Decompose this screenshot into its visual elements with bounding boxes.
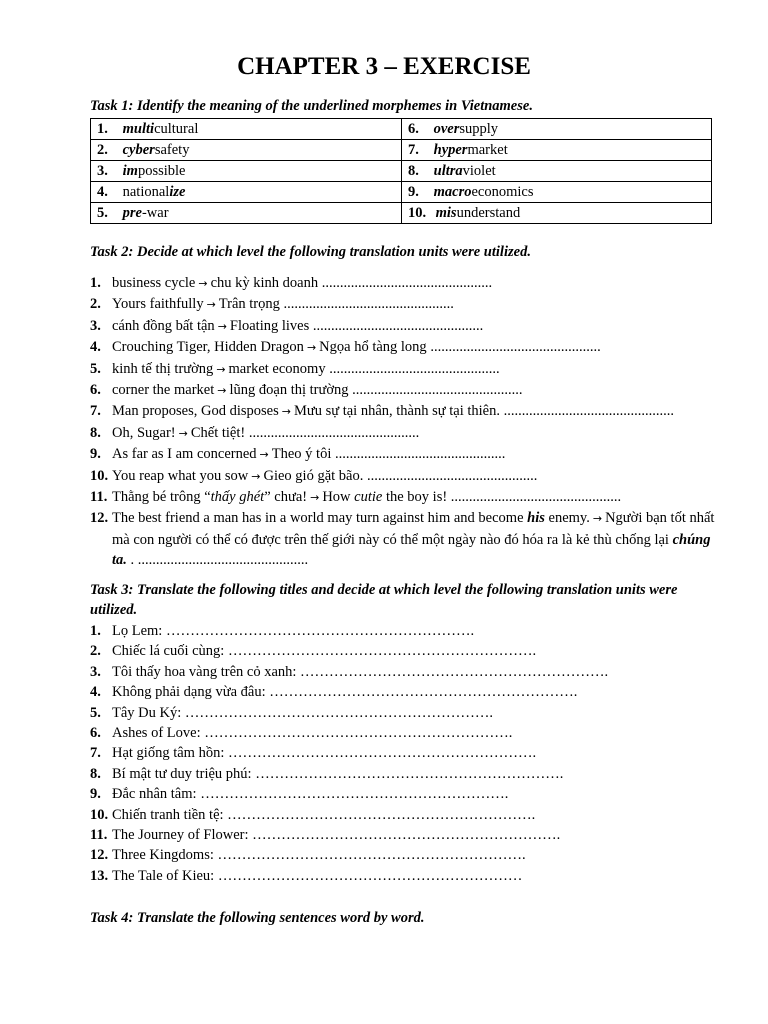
item-number: 8. — [90, 765, 101, 782]
item-number: 7. — [90, 745, 101, 762]
target-text: Gieo gió gặt bão. — [263, 467, 364, 484]
answer-dots: ………………………………………………………. — [217, 847, 526, 864]
list-item — [90, 337, 720, 358]
arrow-icon: → — [251, 469, 261, 483]
list-item — [90, 764, 720, 784]
target-text: lũng đoạn thị trường — [229, 382, 349, 399]
answer-dots: ………………………………………………………. — [228, 745, 537, 762]
item-number: 4. — [90, 684, 101, 701]
item-number: 12. — [90, 510, 109, 527]
item-number: 5. — [97, 204, 108, 221]
item-number: 2. — [90, 643, 101, 660]
target-text: Theo ý tôi — [271, 446, 332, 463]
morpheme-root: violet — [462, 162, 496, 179]
target-text: the boy is! — [385, 489, 448, 506]
morpheme-root: national — [122, 183, 170, 200]
task3-list — [90, 621, 720, 886]
title-text: Lọ Lem: — [112, 623, 163, 639]
answer-dots: ............................................... — [312, 317, 484, 334]
table-row — [91, 182, 712, 203]
list-item — [90, 359, 720, 380]
list-item — [90, 743, 720, 763]
source-text: Thằng bé trông “ — [112, 489, 211, 506]
item-number: 6. — [90, 725, 101, 742]
arrow-icon: → — [198, 277, 208, 290]
list-item — [90, 621, 720, 641]
source-text: enemy. — [548, 510, 590, 527]
arrow-icon: → — [206, 298, 216, 312]
source-text: corner the market — [112, 382, 215, 399]
item-number: 10. — [90, 806, 109, 823]
task2-list — [90, 273, 720, 571]
source-text: ” chưa! — [264, 489, 308, 506]
answer-dots: ............................................... — [503, 403, 674, 420]
list-item — [90, 401, 720, 422]
morpheme-cell — [91, 182, 402, 203]
item-number: 9. — [90, 446, 101, 463]
target-text: Mưu sự tại nhân, thành sự tại thiên. — [293, 403, 500, 420]
answer-dots: ............................................... — [450, 489, 622, 506]
morpheme-root: economics — [471, 183, 534, 200]
answer-dots: ……………………………………………………… — [217, 867, 523, 884]
item-number: 8. — [90, 424, 101, 441]
item-number: 11. — [90, 827, 108, 844]
answer-dots: ………………………………………………………. — [204, 725, 513, 742]
morpheme-cell — [91, 161, 402, 182]
item-number: 4. — [90, 339, 101, 356]
title-text: Three Kingdoms: — [112, 847, 214, 864]
list-item — [90, 466, 720, 487]
target-text: chu kỳ kinh doanh — [210, 275, 319, 291]
table-row — [91, 161, 712, 182]
list-item — [90, 294, 720, 315]
target-text: market economy — [228, 360, 326, 377]
table-row — [91, 140, 712, 161]
list-item — [90, 703, 720, 723]
morpheme-cell — [91, 140, 402, 161]
title-text: The Journey of Flower: — [112, 827, 249, 844]
item-number: 1. — [90, 275, 101, 291]
answer-dots: ………………………………………………………. — [252, 827, 561, 844]
morpheme-prefix: multi — [122, 120, 155, 137]
item-number: 1. — [90, 623, 101, 639]
morpheme-suffix: ize — [169, 183, 186, 200]
item-number: 7. — [408, 141, 419, 158]
target-text: Floating lives — [229, 317, 310, 334]
list-item — [90, 866, 720, 886]
item-number: 3. — [90, 317, 101, 334]
answer-dots: ………………………………………………………. — [255, 765, 564, 782]
answer-dots: ............................................... — [283, 296, 454, 313]
item-number: 12. — [90, 847, 109, 864]
morpheme-prefix: over — [433, 120, 460, 137]
morpheme-cell — [402, 119, 712, 140]
task1-heading: Task 1: Identify the meaning of the underlined morphemes in Vietnamese. — [90, 98, 533, 114]
table-row — [91, 203, 712, 224]
list-item — [90, 273, 720, 294]
item-number: 10. — [408, 204, 427, 221]
title-text: Ashes of Love: — [112, 725, 201, 742]
target-text: Trân trọng — [218, 296, 280, 313]
source-text-bold-italic: his — [527, 510, 545, 527]
item-number: 7. — [90, 403, 101, 420]
answer-dots: ............................................... — [334, 446, 506, 463]
answer-dots: ………………………………………………………. — [227, 806, 536, 823]
list-item — [90, 508, 720, 570]
morpheme-cell — [91, 203, 402, 224]
list-item — [90, 682, 720, 702]
source-text: business cycle — [112, 275, 196, 291]
list-item — [90, 662, 720, 682]
list-item — [90, 805, 720, 825]
source-text: cánh đồng bất tận — [112, 317, 215, 334]
target-text: Người bạn tốt nhất mà con người có thể có được trên thế giới này có thể một ngày nào đó hóa ra là kẻ thù chống lại — [112, 510, 715, 548]
item-number: 5. — [90, 360, 101, 377]
arrow-icon: → — [217, 384, 227, 398]
answer-dots: . ............................................... — [130, 552, 309, 569]
morpheme-root: -war — [141, 204, 169, 221]
morpheme-root: possible — [137, 162, 186, 179]
morpheme-table — [90, 118, 712, 224]
title-text: Hạt giống tâm hồn: — [112, 745, 225, 762]
list-item — [90, 487, 720, 508]
target-text: How — [322, 489, 351, 506]
answer-dots: ............................................... — [367, 467, 538, 484]
answer-dots: ………………………………………………………. — [227, 643, 537, 660]
title-text: Tôi thấy hoa vàng trên cỏ xanh: — [112, 663, 297, 680]
target-text: Ngọa hổ tàng long — [319, 339, 427, 356]
answer-dots: ............................................... — [321, 275, 493, 291]
list-item — [90, 784, 720, 804]
morpheme-prefix: hyper — [433, 141, 468, 158]
table-row — [91, 119, 712, 140]
source-text: Yours faithfully — [112, 296, 204, 313]
morpheme-prefix: cyber — [122, 141, 155, 158]
source-text: The best friend a man has in a world may turn against him and become — [112, 510, 524, 527]
target-text-italic: cutie — [354, 489, 383, 506]
source-text: Man proposes, God disposes — [112, 403, 279, 420]
item-number: 4. — [97, 183, 108, 200]
title-text: Bí mật tư duy triệu phú: — [112, 765, 252, 782]
morpheme-prefix: ultra — [433, 162, 463, 179]
answer-dots: ............................................... — [329, 360, 500, 377]
arrow-icon: → — [306, 341, 317, 355]
source-text: As far as I am concerned — [112, 446, 257, 463]
task4-heading: Task 4: Translate the following sentences word by word. — [90, 910, 425, 926]
morpheme-root: market — [467, 141, 508, 158]
arrow-icon: → — [310, 491, 320, 505]
item-number: 13. — [90, 867, 109, 884]
item-number: 2. — [97, 141, 108, 158]
morpheme-root: safety — [154, 141, 190, 158]
morpheme-cell — [402, 203, 712, 224]
title-text: Không phải dạng vừa đâu: — [112, 684, 266, 701]
item-number: 10. — [90, 467, 109, 484]
morpheme-prefix: mis — [435, 204, 457, 221]
morpheme-prefix: macro — [433, 183, 472, 200]
title-text: Chiến tranh tiền tệ: — [112, 806, 224, 823]
arrow-icon: → — [217, 319, 227, 333]
answer-dots: ............................................... — [248, 424, 420, 441]
title-text: Chiếc lá cuối cùng: — [112, 643, 225, 660]
item-number: 9. — [90, 786, 101, 803]
source-text: kinh tế thị trường — [112, 360, 214, 377]
list-item — [90, 380, 720, 401]
arrow-icon: → — [259, 448, 269, 462]
task2-heading: Task 2: Decide at which level the following translation units were utilized. — [90, 244, 531, 260]
answer-dots: ………………………………………………………. — [165, 623, 475, 639]
title-text: The Tale of Kieu: — [112, 867, 215, 884]
item-number: 6. — [408, 120, 419, 137]
list-item — [90, 423, 720, 444]
list-item — [90, 444, 720, 465]
title-text: Tây Du Ký: — [112, 704, 182, 721]
arrow-icon: → — [178, 426, 188, 440]
source-text-italic: thấy ghét — [210, 489, 265, 506]
list-item — [90, 641, 720, 661]
title-text: Đắc nhân tâm: — [112, 786, 197, 803]
source-text: Oh, Sugar! — [112, 424, 176, 441]
source-text: You reap what you sow — [112, 467, 249, 484]
arrow-icon: → — [592, 512, 603, 526]
morpheme-cell — [402, 182, 712, 203]
morpheme-cell — [402, 161, 712, 182]
morpheme-prefix: im — [122, 162, 138, 179]
answer-dots: ………………………………………………………. — [200, 786, 509, 803]
item-number: 11. — [90, 489, 108, 506]
list-item — [90, 316, 720, 337]
list-item — [90, 825, 720, 845]
morpheme-cell — [91, 119, 402, 140]
list-item — [90, 845, 720, 865]
target-text: Chết tiệt! — [190, 424, 246, 441]
morpheme-root: cultural — [154, 120, 199, 137]
morpheme-root: understand — [456, 204, 521, 221]
morpheme-prefix: pre — [122, 204, 142, 221]
item-number: 9. — [408, 183, 419, 200]
item-number: 3. — [97, 162, 108, 179]
target-text-bold-italic: chúng ta. — [112, 531, 711, 569]
item-number: 1. — [97, 120, 108, 137]
answer-dots: ………………………………………………………. — [269, 684, 578, 701]
item-number: 8. — [408, 162, 419, 179]
arrow-icon: → — [216, 362, 226, 376]
page-title: CHAPTER 3 – EXERCISE — [237, 53, 531, 80]
answer-dots: ............................................... — [352, 382, 523, 399]
source-text: Crouching Tiger, Hidden Dragon — [112, 339, 304, 356]
answer-dots: ………………………………………………………. — [184, 704, 494, 721]
arrow-icon: → — [281, 405, 291, 419]
item-number: 6. — [90, 382, 101, 399]
item-number: 2. — [90, 296, 101, 313]
morpheme-root: supply — [459, 120, 499, 137]
answer-dots: ............................................... — [430, 339, 601, 356]
item-number: 3. — [90, 663, 101, 680]
item-number: 5. — [90, 704, 101, 721]
morpheme-cell — [402, 140, 712, 161]
answer-dots: ………………………………………………………. — [300, 663, 609, 680]
task3-heading: Task 3: Translate the following titles and decide at which level the following translation units were utilized. — [90, 582, 678, 618]
list-item — [90, 723, 720, 743]
